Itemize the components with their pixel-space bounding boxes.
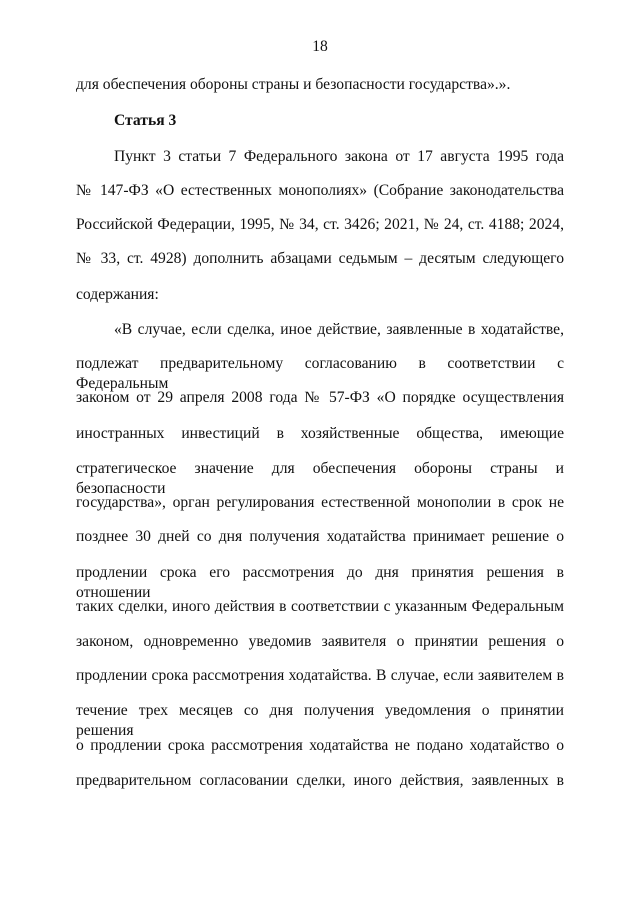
- text-line: «В случае, если сделка, иное действие, заявленные в ходатайстве,: [114, 321, 564, 338]
- text-line: стратегическое значение для обеспечения обороны страны и безопасности: [76, 460, 564, 497]
- text-line: государства», орган регулирования естественной монополии в срок не: [76, 494, 564, 511]
- text-line: № 147-ФЗ «О естественных монополиях» (Собрание законодательства: [76, 182, 564, 199]
- text-line: законом от 29 апреля 2008 года № 57-ФЗ «О порядке осуществления: [76, 389, 564, 406]
- article-heading: Статья 3: [114, 112, 177, 129]
- text-line: течение трех месяцев со дня получения уведомления о принятии решения: [76, 702, 564, 739]
- text-line: предварительном согласовании сделки, иного действия, заявленных в: [76, 772, 564, 789]
- text-line: продлении срока его рассмотрения до дня принятия решения в отношении: [76, 564, 564, 601]
- text-line: продлении срока рассмотрения ходатайства. В случае, если заявителем в: [76, 667, 564, 684]
- text-line: законом, одновременно уведомив заявителя о принятии решения о: [76, 633, 564, 650]
- text-line: таких сделки, иного действия в соответствии с указанным Федеральным: [76, 598, 564, 615]
- text-line: Российской Федерации, 1995, № 34, ст. 3426; 2021, № 24, ст. 4188; 2024,: [76, 216, 564, 233]
- text-line: содержания:: [76, 286, 159, 303]
- text-line: позднее 30 дней со дня получения ходатайства принимает решение о: [76, 528, 564, 545]
- text-line: о продлении срока рассмотрения ходатайства не подано ходатайство о: [76, 737, 564, 754]
- text-line: № 33, ст. 4928) дополнить абзацами седьмым – десятым следующего: [76, 250, 564, 267]
- text-line: иностранных инвестиций в хозяйственные общества, имеющие: [76, 425, 564, 442]
- text-line: для обеспечения обороны страны и безопасности государства».».: [76, 76, 511, 93]
- text-line: подлежат предварительному согласованию в соответствии с Федеральным: [76, 355, 564, 392]
- page-number: 18: [312, 38, 328, 55]
- text-line: Пункт 3 статьи 7 Федерального закона от 17 августа 1995 года: [114, 148, 564, 165]
